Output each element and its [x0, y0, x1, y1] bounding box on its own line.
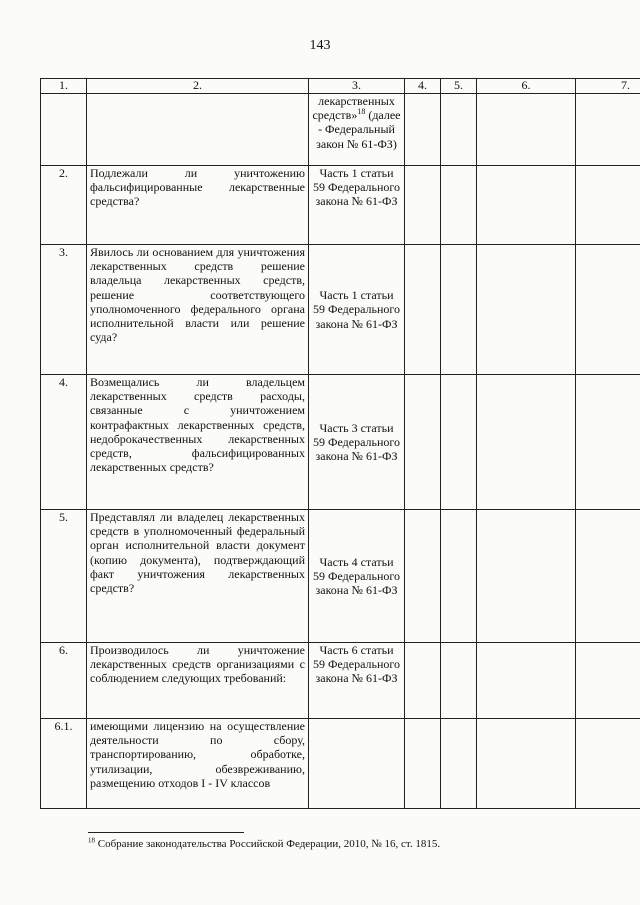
footnote — [88, 838, 440, 850]
column-header: 7. — [576, 79, 640, 94]
table-row — [41, 166, 640, 245]
row-reference — [309, 719, 405, 809]
row-number: 6.1. — [41, 719, 87, 809]
table-row — [41, 375, 640, 510]
row-reference: Часть 4 статьи 59 Федерального закона № 61-ФЗ — [309, 510, 405, 643]
row-number: 2. — [41, 166, 87, 245]
row-reference: Часть 6 статьи 59 Федерального закона № 61-ФЗ — [309, 643, 405, 719]
column-header: 1. — [41, 79, 87, 94]
table-header-row — [41, 79, 640, 94]
row-number: 4. — [41, 375, 87, 510]
row-question: Подлежали ли уничтожению фальсифицированные лекарственные средства? — [87, 166, 309, 245]
row-question: имеющими лицензию на осуществление деятельности по сбору, транспортированию, обработке, утилизации, обезвреживанию, размещению отходов I - IV классов — [87, 719, 309, 809]
reference-text: лекарственных средств» — [312, 94, 395, 123]
table-row — [41, 245, 640, 375]
row-question — [87, 94, 309, 166]
footnote-mark: 18 — [88, 836, 95, 845]
table-row — [41, 94, 640, 166]
row-number: 3. — [41, 245, 87, 375]
table-row — [41, 643, 640, 719]
row-number: 6. — [41, 643, 87, 719]
table-row — [41, 510, 640, 643]
footnote-text: Собрание законодательства Российской Федерации, 2010, № 16, ст. 1815. — [95, 838, 441, 850]
column-header: 2. — [87, 79, 309, 94]
row-question: Представлял ли владелец лекарственных средств в уполномоченный федеральный орган исполнительной власти документ (копию документа), подтверждающий факт уничтожения лекарственных средств? — [87, 510, 309, 643]
row-number — [41, 94, 87, 166]
row-reference: Часть 1 статьи 59 Федерального закона № 61-ФЗ — [309, 245, 405, 375]
page-number: 143 — [309, 38, 331, 53]
row-reference: Часть 1 статьи 59 Федерального закона № 61-ФЗ — [309, 166, 405, 245]
table-row — [41, 719, 640, 809]
row-reference — [309, 94, 405, 166]
column-header: 3. — [309, 79, 405, 94]
reference-text: (далее - Федеральный закон № 61-ФЗ) — [316, 108, 401, 151]
row-reference: Часть 3 статьи 59 Федерального закона № 61-ФЗ — [309, 375, 405, 510]
checklist-table — [40, 78, 640, 809]
footnote-mark: 18 — [357, 107, 366, 117]
footnote-divider — [88, 832, 244, 833]
row-question: Возмещались ли владельцем лекарственных средств расходы, связанные с уничтожением контрафактных лекарственных средств, недоброкачественных лекарственных средств, фальсифицированных лекарственных средств? — [87, 375, 309, 510]
column-header: 4. — [405, 79, 441, 94]
column-header: 5. — [441, 79, 477, 94]
column-header: 6. — [477, 79, 576, 94]
row-number: 5. — [41, 510, 87, 643]
row-question: Явилось ли основанием для уничтожения лекарственных средств решение владельца лекарственных средств, решение соответствующего уполномоченного федерального органа исполнительной власти или решение суда? — [87, 245, 309, 375]
row-question: Производилось ли уничтожение лекарственных средств организациями с соблюдением следующих требований: — [87, 643, 309, 719]
